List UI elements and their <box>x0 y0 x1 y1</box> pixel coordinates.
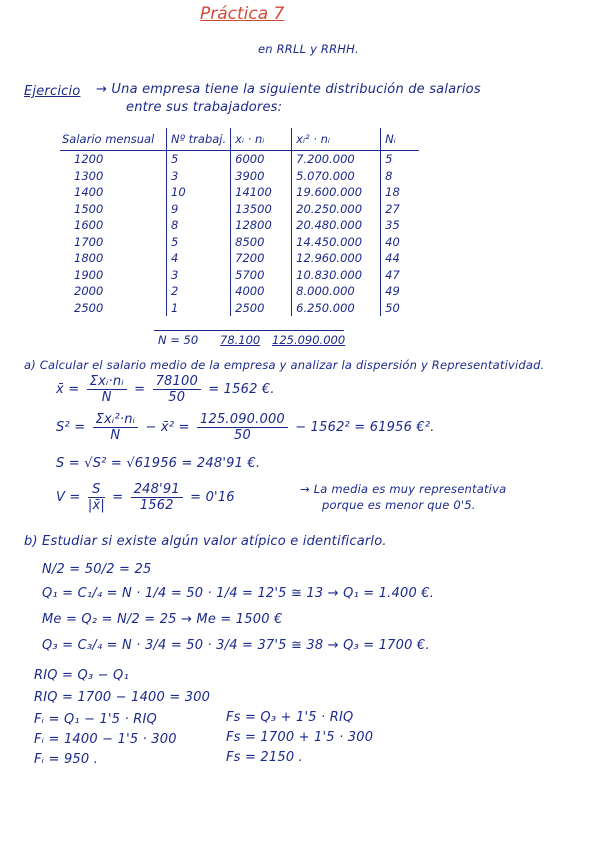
part-a-prompt: a) Calcular el salario medio de la empresa y analizar la dispersión y Representatividad. <box>24 358 545 372</box>
upper-fence-formula: Fs = Q₃ + 1'5 · RIQ <box>226 710 354 725</box>
cell-cumulative: 49 <box>381 283 420 300</box>
cell-salary: 1800 <box>74 251 104 266</box>
cell-cumulative: 18 <box>381 184 420 201</box>
upper-fence-value: Fs = 2150 . <box>226 750 303 765</box>
cell-salary: 1500 <box>74 201 104 216</box>
cell-workers: 5 <box>167 151 231 168</box>
cell-cumulative: 50 <box>381 300 420 317</box>
cell-workers: 3 <box>167 267 231 284</box>
cell-x2n: 5.070.000 <box>292 168 381 185</box>
q1-line: Q₁ = C₁/₄ = N · 1/4 = 50 · 1/4 = 12'5 ≅ 13 → Q₁ = 1.400 €. <box>42 586 435 601</box>
lower-fence-value: Fᵢ = 950 . <box>34 752 99 767</box>
cell-x2n: 8.000.000 <box>292 283 381 300</box>
cell-cumulative: 35 <box>381 217 420 234</box>
cell-x2n: 20.250.000 <box>292 201 381 218</box>
cell-workers: 3 <box>167 168 231 185</box>
header-xn: xᵢ · nᵢ <box>231 128 292 151</box>
cell-cumulative: 44 <box>381 250 420 267</box>
variance-formula: S² = $\frac{\text{Σxᵢ²·nᵢ}}{N}$ − x̄² = $\frac{125.090.000}{50}$ − 1562² = 61956 €². <box>56 412 435 443</box>
header-salary: Salario mensual <box>60 128 167 151</box>
cell-salary: 1200 <box>74 152 104 167</box>
cell-xn: 5700 <box>231 267 292 284</box>
cell-x2n: 6.250.000 <box>292 300 381 317</box>
cell-cumulative: 27 <box>381 201 420 218</box>
std-dev-formula: S = √S² = √61956 = 248'91 €. <box>56 456 261 471</box>
cell-workers: 2 <box>167 283 231 300</box>
median-line: Me = Q₂ = N/2 = 25 → Me = 1500 € <box>42 612 283 627</box>
cell-xn: 3900 <box>231 168 292 185</box>
cv-note-1: → La media es muy representativa <box>300 482 507 496</box>
frequency-table <box>60 128 419 316</box>
cell-workers: 10 <box>167 184 231 201</box>
cell-xn: 8500 <box>231 234 292 251</box>
upper-fence-sub: Fs = 1700 + 1'5 · 300 <box>226 730 374 745</box>
part-b-prompt: b) Estudiar si existe algún valor atípico e identificarlo. <box>24 534 387 549</box>
table-header-row <box>60 128 419 151</box>
cell-salary: 1300 <box>74 168 104 183</box>
exercise-statement-1: → Una empresa tiene la siguiente distribución de salarios <box>96 82 481 97</box>
header-x2n: xᵢ² · nᵢ <box>292 128 381 151</box>
cell-cumulative: 40 <box>381 234 420 251</box>
riq-definition: RIQ = Q₃ − Q₁ <box>34 668 129 683</box>
table-row <box>60 168 419 185</box>
cell-x2n: 12.960.000 <box>292 250 381 267</box>
cell-workers: 1 <box>167 300 231 317</box>
cell-salary: 2500 <box>74 300 104 315</box>
cell-cumulative: 47 <box>381 267 420 284</box>
lower-fence-formula: Fᵢ = Q₁ − 1'5 · RIQ <box>34 712 157 727</box>
total-xn: 78.100 <box>220 333 261 347</box>
table-row <box>60 283 419 300</box>
cell-salary: 1600 <box>74 218 104 233</box>
cv-formula: V = $\frac{S}{|x̄|}$ = $\frac{248'91}{1562}$ = 0'16 <box>56 482 235 513</box>
cell-workers: 8 <box>167 217 231 234</box>
cell-xn: 2500 <box>231 300 292 317</box>
cell-salary: 1900 <box>74 267 104 282</box>
riq-value: RIQ = 1700 − 1400 = 300 <box>34 690 211 705</box>
cell-salary: 1400 <box>74 185 104 200</box>
cell-workers: 5 <box>167 234 231 251</box>
header-workers: Nº trabaj. <box>167 128 231 151</box>
table-row <box>60 300 419 317</box>
cell-workers: 4 <box>167 250 231 267</box>
cell-x2n: 10.830.000 <box>292 267 381 284</box>
q3-line: Q₃ = C₃/₄ = N · 3/4 = 50 · 3/4 = 37'5 ≅ 38 → Q₃ = 1700 €. <box>42 638 430 653</box>
totals-divider <box>154 330 344 331</box>
header-cumulative: Nᵢ <box>381 128 420 151</box>
exercise-statement-2: entre sus trabajadores: <box>126 100 283 115</box>
cell-salary: 1700 <box>74 234 104 249</box>
table-row <box>60 184 419 201</box>
lower-fence-sub: Fᵢ = 1400 − 1'5 · 300 <box>34 732 177 747</box>
table-row <box>60 217 419 234</box>
cell-xn: 12800 <box>231 217 292 234</box>
cell-xn: 13500 <box>231 201 292 218</box>
mean-formula: x̄ = $\frac{\text{Σxᵢ·nᵢ}}{N}$ = $\frac{78100}{50}$ = 1562 €. <box>56 374 275 405</box>
table-row <box>60 267 419 284</box>
total-x2n: 125.090.000 <box>272 333 346 347</box>
page-title: Práctica 7 <box>200 4 285 24</box>
total-n: N = 50 <box>158 333 199 347</box>
table-row <box>60 151 419 168</box>
cell-xn: 4000 <box>231 283 292 300</box>
cell-xn: 6000 <box>231 151 292 168</box>
cell-xn: 14100 <box>231 184 292 201</box>
cv-note-2: porque es menor que 0'5. <box>322 498 476 512</box>
cell-cumulative: 5 <box>381 151 420 168</box>
cell-x2n: 19.600.000 <box>292 184 381 201</box>
subtitle: en RRLL y RRHH. <box>258 42 359 56</box>
cell-cumulative: 8 <box>381 168 420 185</box>
cell-salary: 2000 <box>74 284 104 299</box>
table-row <box>60 201 419 218</box>
cell-xn: 7200 <box>231 250 292 267</box>
half-n: N/2 = 50/2 = 25 <box>42 562 152 577</box>
cell-x2n: 20.480.000 <box>292 217 381 234</box>
cell-x2n: 7.200.000 <box>292 151 381 168</box>
cell-workers: 9 <box>167 201 231 218</box>
table-row <box>60 234 419 251</box>
cell-x2n: 14.450.000 <box>292 234 381 251</box>
table-row <box>60 250 419 267</box>
exercise-label: Ejercicio <box>24 84 81 99</box>
